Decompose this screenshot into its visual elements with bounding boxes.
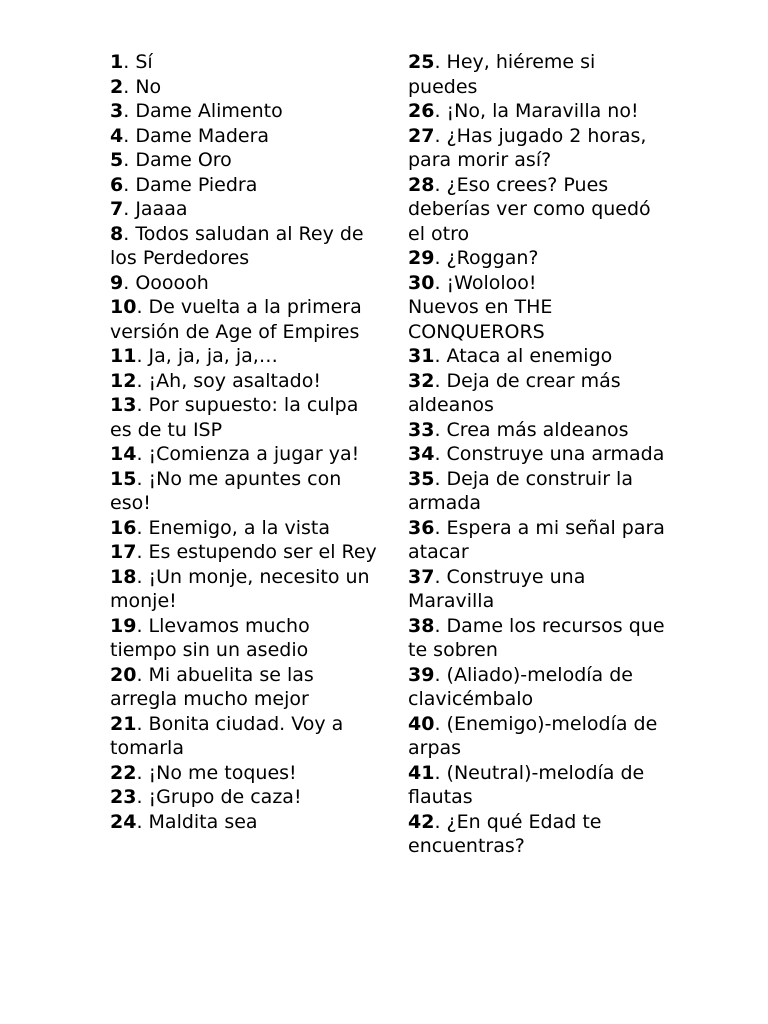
phrase-number: 21	[110, 712, 137, 735]
phrase-number: 38	[408, 614, 435, 637]
phrase-number: 37	[408, 565, 435, 588]
phrase-text: . ¡No me apuntes con eso!	[110, 467, 342, 514]
phrase-text: . Hey, hiéreme si puedes	[408, 51, 596, 98]
phrase-entry	[110, 565, 378, 614]
phrase-entry	[110, 761, 378, 786]
phrase-number: 14	[110, 443, 137, 465]
phrase-number: 35	[408, 467, 435, 490]
phrase-entry	[110, 540, 378, 565]
phrase-number: 11	[110, 345, 137, 367]
section-heading: Nuevos en THE CONQUERORS	[408, 296, 553, 343]
phrase-entry	[408, 712, 670, 761]
phrase-text: . ¿Roggan?	[434, 247, 539, 269]
phrase-text: . Todos saludan al Rey de los Perdedores	[110, 222, 364, 269]
phrase-entry	[110, 124, 378, 149]
phrase-entry	[408, 467, 670, 516]
phrase-number: 17	[110, 541, 137, 563]
phrase-entry	[408, 761, 670, 810]
phrase-text: . Construye una armada	[434, 443, 665, 465]
phrase-entry	[408, 173, 670, 247]
phrase-text: . Dame Alimento	[123, 100, 283, 122]
phrase-entry	[110, 99, 378, 124]
right-column-bottom-list	[408, 344, 670, 859]
phrase-text: . Ataca al enemigo	[434, 345, 613, 367]
phrase-entry	[408, 663, 670, 712]
phrase-number: 8	[110, 222, 124, 245]
phrase-number: 1	[110, 51, 124, 73]
phrase-text: . ¡Wololoo!	[434, 271, 537, 294]
phrase-entry	[110, 344, 378, 369]
phrase-number: 9	[110, 271, 124, 294]
phrase-text: . Dame Piedra	[123, 173, 258, 196]
phrase-entry	[408, 50, 670, 99]
phrase-entry	[408, 565, 670, 614]
phrase-text: . Espera a mi señal para atacar	[408, 516, 665, 563]
phrase-number: 41	[408, 761, 435, 784]
phrase-text: . Oooooh	[123, 271, 209, 294]
right-column	[408, 50, 670, 859]
phrase-number: 16	[110, 516, 137, 539]
phrase-number: 25	[408, 51, 435, 73]
phrase-entry	[408, 614, 670, 663]
phrase-text: . Jaaaa	[123, 198, 188, 220]
phrase-entry	[408, 124, 670, 173]
phrase-entry	[110, 785, 378, 810]
phrase-number: 29	[408, 247, 435, 269]
phrase-entry	[408, 810, 670, 859]
phrase-text: . ¡Grupo de caza!	[136, 786, 302, 808]
phrase-text: . Llevamos mucho tiempo sin un asedio	[110, 614, 310, 661]
phrase-text: . ¡Ah, soy asaltado!	[136, 369, 321, 392]
phrase-text: . Crea más aldeanos	[434, 418, 629, 441]
phrase-number: 5	[110, 149, 124, 171]
phrase-text: . ¡No, la Maravilla no!	[434, 100, 639, 122]
left-column	[110, 50, 378, 834]
phrase-entry	[110, 75, 378, 100]
phrase-text: . Enemigo, a la vista	[136, 516, 330, 539]
phrase-entry	[110, 295, 378, 344]
phrase-number: 42	[408, 810, 435, 833]
phrase-entry	[110, 197, 378, 222]
phrase-entry	[110, 222, 378, 271]
phrase-text: . Deja de construir la armada	[408, 467, 633, 514]
phrase-text: . ¡Comienza a jugar ya!	[136, 443, 360, 465]
phrase-entry	[110, 50, 378, 75]
phrase-number: 26	[408, 100, 435, 122]
phrase-number: 28	[408, 173, 435, 196]
phrase-entry	[110, 516, 378, 541]
phrase-number: 18	[110, 565, 137, 588]
phrase-number: 4	[110, 124, 124, 147]
phrase-text: . ¿Has jugado 2 horas, para morir así?	[408, 124, 647, 171]
phrase-text: . ¿Eso crees? Pues deberías ver como quedó el otro	[408, 173, 651, 245]
phrase-entry	[110, 271, 378, 296]
phrase-text: . Maldita sea	[136, 810, 258, 833]
phrase-number: 22	[110, 761, 137, 784]
phrase-number: 3	[110, 100, 124, 122]
phrase-number: 34	[408, 443, 435, 465]
phrase-entry	[110, 614, 378, 663]
phrase-text: . ¡No me toques!	[136, 761, 297, 784]
phrase-entry	[408, 418, 670, 443]
right-column-top-list	[408, 50, 670, 295]
phrase-entry	[408, 99, 670, 124]
phrase-number: 39	[408, 663, 435, 686]
phrase-entry	[110, 663, 378, 712]
phrase-number: 13	[110, 394, 137, 416]
phrase-number: 36	[408, 516, 435, 539]
phrase-text: . Es estupendo ser el Rey	[136, 541, 377, 563]
phrase-number: 33	[408, 418, 435, 441]
phrase-number: 12	[110, 369, 137, 392]
phrase-text: . ¡Un monje, necesito un monje!	[110, 565, 370, 612]
phrase-number: 10	[110, 296, 137, 318]
phrase-number: 32	[408, 369, 435, 392]
phrase-number: 7	[110, 198, 124, 220]
phrase-text: . ¿En qué Edad te encuentras?	[408, 810, 602, 857]
phrase-text: . (Enemigo)-melodía de arpas	[408, 712, 658, 759]
phrase-number: 40	[408, 712, 435, 735]
phrase-number: 31	[408, 345, 435, 367]
phrase-number: 27	[408, 124, 435, 147]
phrase-entry	[110, 148, 378, 173]
phrase-number: 30	[408, 271, 435, 294]
phrase-text: . Bonita ciudad. Voy a tomarla	[110, 712, 344, 759]
phrase-text: . (Aliado)-melodía de clavicémbalo	[408, 663, 633, 710]
phrase-text: . Por supuesto: la culpa es de tu ISP	[110, 394, 359, 441]
phrase-entry	[408, 344, 670, 369]
phrase-entry	[110, 369, 378, 394]
phrase-number: 20	[110, 663, 137, 686]
phrase-entry	[110, 173, 378, 198]
phrase-text: . Deja de crear más aldeanos	[408, 369, 621, 416]
phrase-number: 23	[110, 786, 137, 808]
phrase-entry	[110, 467, 378, 516]
phrase-text: . Ja, ja, ja, ja,…	[136, 345, 278, 367]
phrase-entry	[408, 271, 670, 296]
phrase-entry	[408, 369, 670, 418]
phrase-entry	[110, 712, 378, 761]
phrase-number: 6	[110, 173, 124, 196]
phrase-entry	[110, 442, 378, 467]
phrase-number: 2	[110, 75, 124, 98]
phrase-number: 15	[110, 467, 137, 490]
phrase-entry	[110, 810, 378, 835]
phrase-entry	[408, 246, 670, 271]
phrase-text: . Dame Oro	[123, 149, 232, 171]
phrase-entry	[408, 442, 670, 467]
phrase-number: 19	[110, 614, 137, 637]
phrase-text: . De vuelta a la primera versión de Age of Empires	[110, 296, 362, 343]
phrase-text: . Dame Madera	[123, 124, 270, 147]
phrase-number: 24	[110, 810, 137, 833]
phrase-text: . Sí	[123, 51, 153, 73]
phrase-entry	[408, 516, 670, 565]
phrase-text: . (Neutral)-melodía de flautas	[408, 761, 645, 808]
phrase-text: . Mi abuelita se las arregla mucho mejor	[110, 663, 314, 710]
phrase-entry	[110, 393, 378, 442]
phrase-text: . No	[123, 75, 162, 98]
phrase-text: . Dame los recursos que te sobren	[408, 614, 665, 661]
phrase-text: . Construye una Maravilla	[408, 565, 586, 612]
